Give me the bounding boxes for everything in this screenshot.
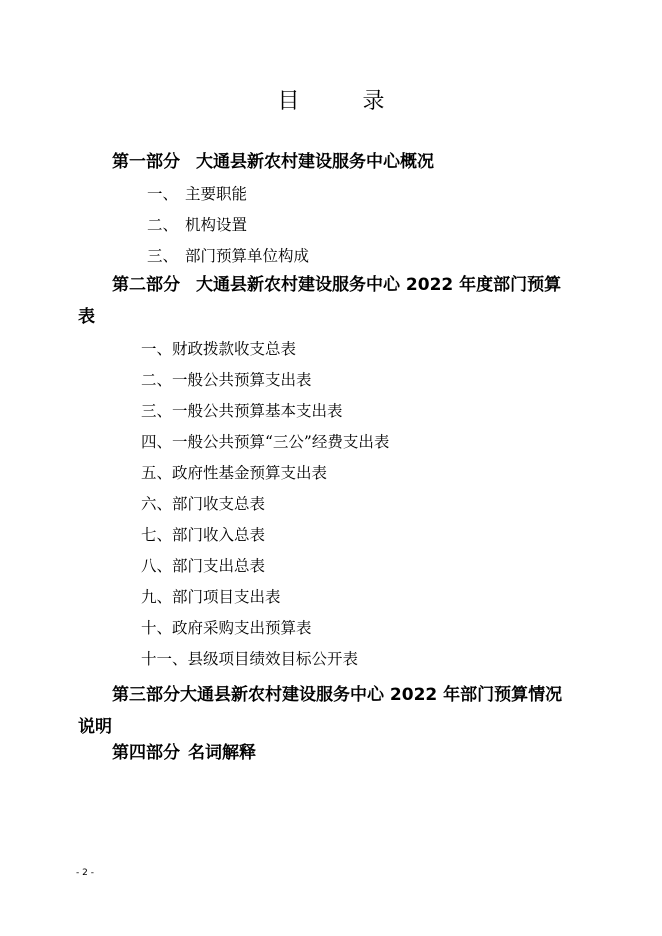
part4-label: 第四部分	[112, 743, 180, 763]
part2-heading	[78, 269, 578, 333]
part2-item: 二、一般公共预算支出表	[141, 371, 312, 389]
part2-item: 八、部门支出总表	[141, 557, 266, 575]
part1-item-text: 部门预算单位构成	[185, 247, 310, 265]
part4-title: 名词解释	[188, 743, 256, 763]
toc-title: 目 录	[277, 89, 413, 114]
part2-item: 六、部门收支总表	[141, 495, 266, 513]
part2-item: 一、财政拨款收支总表	[141, 340, 297, 358]
part2-item: 九、部门项目支出表	[141, 588, 281, 606]
page-number: - 2 -	[76, 868, 94, 878]
part1-item-num: 二、	[147, 216, 179, 234]
part1-title: 大通县新农村建设服务中心概况	[196, 152, 434, 172]
part1-item	[147, 246, 309, 266]
part1-item-text: 机构设置	[185, 216, 248, 234]
part2-title: 大通县新农村建设服务中心 2022 年度部门预算表	[78, 275, 562, 327]
part1-item	[147, 215, 247, 235]
part2-item: 十一、县级项目绩效目标公开表	[141, 650, 359, 668]
part1-item-text: 主要职能	[185, 185, 248, 203]
part1-item	[147, 184, 247, 204]
part1-heading	[78, 146, 578, 178]
part1-item-num: 一、	[147, 185, 179, 203]
part3-heading: 第三部分大通县新农村建设服务中心 2022 年部门预算情况说明	[78, 685, 563, 737]
part2-item: 五、政府性基金预算支出表	[141, 464, 328, 482]
part2-item: 十、政府采购支出预算表	[141, 619, 312, 637]
part2-label: 第二部分	[112, 275, 180, 295]
part1-label: 第一部分	[112, 152, 180, 172]
part2-item: 七、部门收入总表	[141, 526, 266, 544]
part4-heading	[78, 737, 578, 769]
part1-item-num: 三、	[147, 247, 179, 265]
part2-item: 三、一般公共预算基本支出表	[141, 402, 343, 420]
part2-item: 四、一般公共预算“三公”经费支出表	[141, 433, 390, 451]
